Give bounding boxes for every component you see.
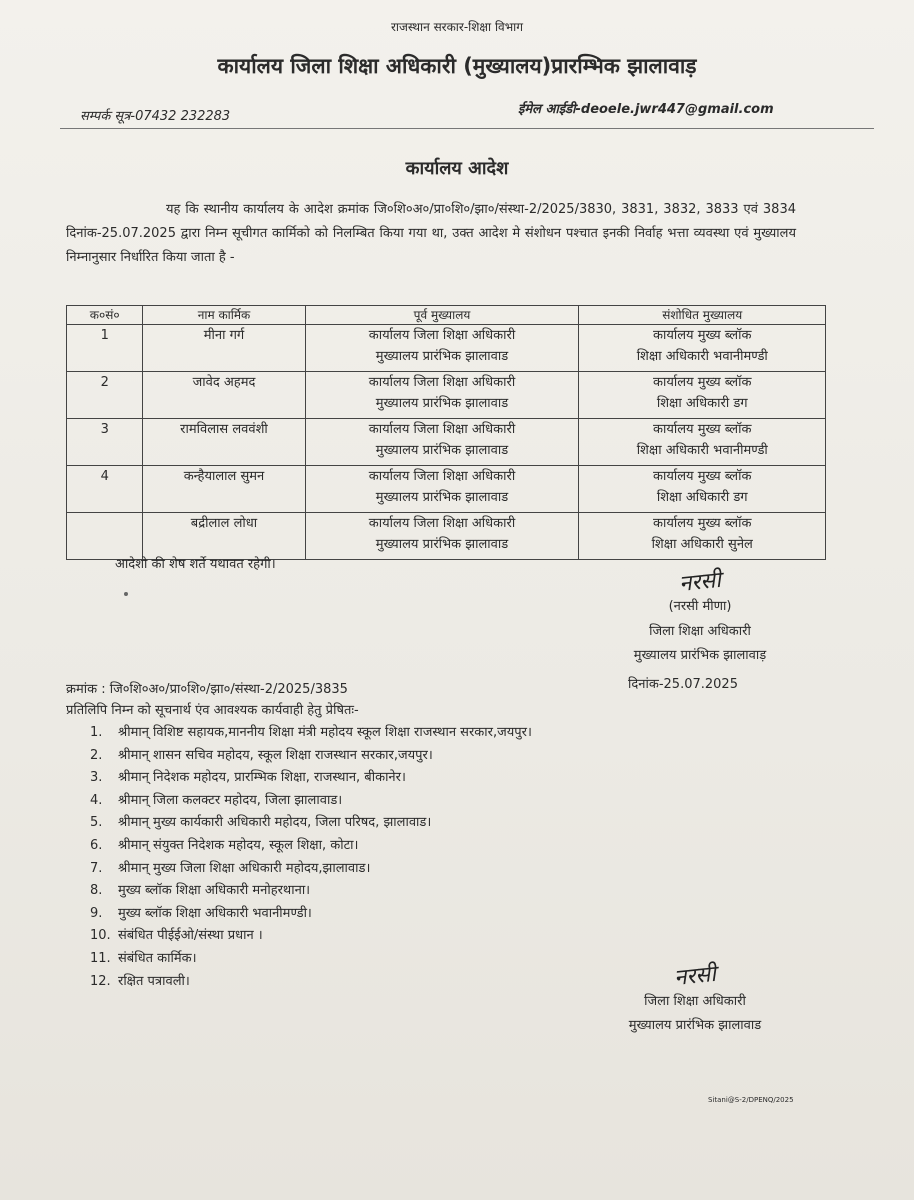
cell-name: बद्रीलाल लोधा — [143, 513, 305, 560]
cell-line: कार्यालय मुख्य ब्लॉक — [652, 469, 752, 484]
item-text: मुख्य ब्लॉक शिक्षा अधिकारी मनोहरथाना। — [118, 883, 311, 899]
list-item — [90, 925, 532, 948]
order-title: कार्यालय आदेश — [405, 158, 509, 179]
signatory-office: मुख्यालय प्रारंभिक झालावाड़ — [633, 648, 767, 663]
cell-line: शिक्षा अधिकारी भवानीमण्डी — [636, 443, 768, 458]
cell-line: शिक्षा अधिकारी सुनेल — [651, 537, 753, 552]
item-text: श्रीमान् निदेशक महोदय, प्रारम्भिक शिक्षा, राजस्थान, बीकानेर। — [118, 770, 406, 786]
item-number: 5. — [90, 815, 103, 831]
contact-number: सम्पर्क सूत्र-07432 232283 — [80, 109, 231, 124]
cell-line: शिक्षा अधिकारी भवानीमण्डी — [636, 349, 768, 364]
item-text: श्रीमान् विशिष्ट सहायक,माननीय शिक्षा मंत्री महोदय स्कूल शिक्षा राजस्थान सरकार,जयपुर। — [118, 725, 532, 740]
footer-reference-code: Sitani@S-2/DPENQ/2025 — [708, 1096, 794, 1104]
list-item — [90, 858, 532, 881]
list-item — [90, 767, 532, 790]
item-number: 12. — [90, 973, 111, 989]
cell-previous-hq — [305, 372, 579, 419]
list-item — [90, 880, 532, 903]
table-header-row — [67, 306, 826, 325]
signatory-designation: जिला शिक्षा अधिकारी — [649, 624, 751, 639]
cell-previous-hq — [305, 466, 579, 513]
item-number: 2. — [90, 747, 103, 763]
cell-revised-hq — [579, 325, 826, 372]
item-number: 11. — [90, 950, 111, 966]
cell-line: मुख्यालय प्रारंभिक झालावाड — [375, 443, 509, 458]
cell-line: कार्यालय जिला शिक्षा अधिकारी — [368, 422, 516, 437]
col-header-sno: क०सं० — [67, 306, 143, 325]
item-number: 6. — [90, 837, 103, 853]
item-text: संबंधित पीईईओ/संस्था प्रधान । — [118, 928, 263, 944]
table-row — [67, 325, 826, 372]
dispatch-number: क्रमांक : जि०शि०अ०/प्रा०शि०/झा०/संस्था-2/2025/3835 — [66, 682, 348, 697]
item-number: 4. — [90, 792, 103, 808]
list-item — [90, 971, 532, 994]
item-number: 1. — [90, 725, 103, 740]
table-row — [67, 466, 826, 513]
email-address: ईमेल आईडी-deoele.jwr447@gmail.com — [518, 102, 774, 117]
staff-table — [66, 305, 826, 560]
signatory-office: मुख्यालय प्रारंभिक झालावाड — [628, 1018, 762, 1033]
cell-previous-hq — [305, 513, 579, 560]
item-number: 8. — [90, 883, 103, 899]
cell-sno: 1 — [67, 325, 143, 372]
dispatch-date: दिनांक-25.07.2025 — [628, 677, 738, 692]
cell-line: मुख्यालय प्रारंभिक झालावाड — [375, 490, 509, 505]
list-item — [90, 948, 532, 971]
cell-revised-hq — [579, 466, 826, 513]
handwritten-signature: नरसी — [678, 567, 723, 598]
cell-name: मीना गर्ग — [143, 325, 305, 372]
cell-revised-hq — [579, 419, 826, 466]
col-header-previous-hq: पूर्व मुख्यालय — [305, 306, 579, 325]
cell-line: कार्यालय जिला शिक्षा अधिकारी — [368, 516, 516, 531]
item-text: श्रीमान् जिला कलक्टर महोदय, जिला झालावाड। — [118, 792, 343, 808]
list-item — [90, 790, 532, 813]
item-text: श्रीमान् शासन सचिव महोदय, स्कूल शिक्षा राजस्थान सरकार,जयपुर। — [118, 747, 433, 763]
office-title: कार्यालय जिला शिक्षा अधिकारी (मुख्यालय)प्रारम्भिक झालावाड़ — [217, 54, 697, 78]
item-text: श्रीमान् मुख्य जिला शिक्षा अधिकारी महोदय,झालावाड। — [118, 860, 371, 876]
cell-revised-hq — [579, 513, 826, 560]
handwritten-signature: नरसी — [673, 961, 718, 992]
list-item — [90, 903, 532, 926]
item-text: संबंधित कार्मिक। — [118, 950, 197, 966]
cell-line: मुख्यालय प्रारंभिक झालावाड — [375, 349, 509, 364]
cell-sno: 3 — [67, 419, 143, 466]
cell-line: मुख्यालय प्रारंभिक झालावाड — [375, 537, 509, 552]
item-number: 7. — [90, 860, 103, 876]
cell-line: कार्यालय जिला शिक्षा अधिकारी — [368, 328, 516, 343]
table-row — [67, 419, 826, 466]
col-header-revised-hq: संशोधित मुख्यालय — [579, 306, 826, 325]
table-row — [67, 372, 826, 419]
cell-sno — [67, 513, 143, 560]
cell-line: शिक्षा अधिकारी डग — [656, 490, 748, 505]
header-divider — [60, 128, 874, 129]
cell-name: जावेद अहमद — [143, 372, 305, 419]
cell-name: कन्हैयालाल सुमन — [143, 466, 305, 513]
order-paragraph: यह कि स्थानीय कार्यालय के आदेश क्रमांक जि०शि०अ०/प्रा०शि०/झा०/संस्था-2/2025/3830, 3831, 3832, 3833 एवं 3834 दिनांक-25.07.2025 द्वारा निम्न सूचीगत कार्मिको को निलम्बित किया गया था, उक्त आदेश मे संशोधन पश्चात इनकी निर्वाह भत्ता व्यवस्था एवं मुख्यालय निम्नानुसार निर्धारित किया जाता है - — [66, 202, 796, 265]
cell-line: कार्यालय मुख्य ब्लॉक — [652, 375, 752, 390]
cell-revised-hq — [579, 372, 826, 419]
cell-line: शिक्षा अधिकारी डग — [656, 396, 748, 411]
recipient-list — [90, 722, 532, 993]
second-signature-block — [590, 960, 800, 1038]
government-header: राजस्थान सरकार-शिक्षा विभाग — [390, 20, 524, 34]
cell-line: कार्यालय जिला शिक्षा अधिकारी — [368, 469, 516, 484]
list-item — [90, 835, 532, 858]
item-text: श्रीमान् संयुक्त निदेशक महोदय, स्कूल शिक्षा, कोटा। — [118, 837, 359, 853]
cell-line: कार्यालय मुख्य ब्लॉक — [652, 328, 752, 343]
cell-line: कार्यालय जिला शिक्षा अधिकारी — [368, 375, 516, 390]
cell-line: मुख्यालय प्रारंभिक झालावाड — [375, 396, 509, 411]
signature-block — [600, 566, 800, 668]
item-text: मुख्य ब्लॉक शिक्षा अधिकारी भवानीमण्डी। — [118, 905, 312, 921]
item-number: 9. — [90, 905, 103, 921]
copy-to-intro: प्रतिलिपि निम्न को सूचनार्थ एंव आवश्यक कार्यवाही हेतु प्रेषितः- — [66, 703, 359, 718]
cell-line: कार्यालय मुख्य ब्लॉक — [652, 516, 752, 531]
list-item — [90, 812, 532, 835]
col-header-name: नाम कार्मिक — [143, 306, 305, 325]
remaining-conditions: आदेशो की शेष शर्ते यथावत रहेगी। — [115, 557, 276, 572]
cell-previous-hq — [305, 419, 579, 466]
cell-name: रामविलास लववंशी — [143, 419, 305, 466]
signatory-name: (नरसी मीणा) — [668, 599, 732, 614]
cell-line: कार्यालय मुख्य ब्लॉक — [652, 422, 752, 437]
table-row — [67, 513, 826, 560]
item-text: श्रीमान् मुख्य कार्यकारी अधिकारी महोदय, जिला परिषद, झालावाड। — [118, 815, 432, 831]
cell-sno: 2 — [67, 372, 143, 419]
item-number: 3. — [90, 770, 103, 786]
signatory-designation: जिला शिक्षा अधिकारी — [644, 994, 746, 1009]
list-item — [90, 745, 532, 768]
cell-previous-hq — [305, 325, 579, 372]
item-number: 10. — [90, 928, 111, 944]
cell-sno: 4 — [67, 466, 143, 513]
list-item — [90, 722, 532, 745]
item-text: रक्षित पत्रावली। — [118, 973, 190, 989]
ink-dot — [124, 592, 128, 596]
